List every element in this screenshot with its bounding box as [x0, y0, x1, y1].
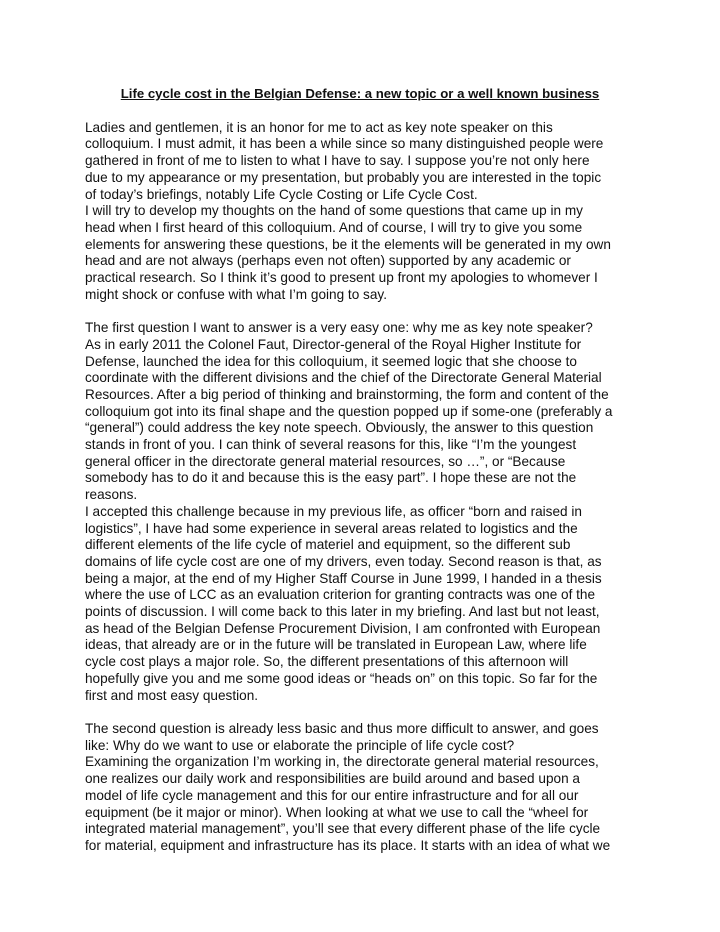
text-line: somebody has to do it and because this is the easy part”. I hope these are not the	[85, 470, 577, 486]
text-line: I accepted this challenge because in my previous life, as officer “born and raised in	[85, 503, 582, 519]
document-title: Life cycle cost in the Belgian Defense: a new topic or a well known business	[120, 86, 600, 101]
text-line: domains of life cycle cost are one of my drivers, even today. Second reason is that, as	[85, 553, 602, 569]
text-line: model of life cycle management and this for our entire infrastructure and for all our	[85, 787, 579, 803]
text-line: being a major, at the end of my Higher Staff Course in June 1999, I handed in a thesis	[85, 570, 602, 586]
text-line: like: Why do we want to use or elaborate the principle of life cycle cost?	[85, 737, 515, 753]
text-line: Defense, launched the idea for this colloquium, it seemed logic that she choose to	[85, 353, 577, 369]
text-line: The first question I want to answer is a very easy one: why me as key note speaker?	[85, 320, 593, 336]
text-line: coordinate with the different divisions and the chief of the Directorate General Material	[85, 370, 602, 386]
document-page	[85, 86, 635, 871]
text-line: due to my appearance or my presentation, but probably you are interested in the topic	[85, 169, 602, 185]
text-line: reasons.	[85, 487, 138, 503]
text-line: I will try to develop my thoughts on the hand of some questions that came up in my	[85, 203, 583, 219]
text-line: of today’s briefings, notably Life Cycle Costing or Life Cycle Cost.	[85, 186, 478, 202]
text-line: cycle cost plays a major role. So, the different presentations of this afternoon will	[85, 654, 569, 670]
text-line: first and most easy question.	[85, 687, 259, 703]
text-line: Resources. After a big period of thinking and brainstorming, the form and content of the	[85, 386, 609, 402]
text-line: different elements of the life cycle of materiel and equipment, so the different sub	[85, 537, 571, 553]
text-line: Ladies and gentlemen, it is an honor for me to act as key note speaker on this	[85, 119, 553, 135]
text-line: hopefully give you and me some good ideas or “heads on” on this topic. So far for the	[85, 670, 598, 686]
text-line: equipment (be it major or minor). When looking at what we use to call the “wheel for	[85, 804, 589, 820]
paragraph-first-question	[85, 320, 635, 704]
text-line: head when I first heard of this colloquium. And of course, I will try to give you some	[85, 219, 583, 235]
text-line: general officer in the directorate general material resources, so …”, or “Because	[85, 453, 566, 469]
text-line: Examining the organization I’m working in, the directorate general material resources,	[85, 754, 599, 770]
paragraph-introduction	[85, 120, 635, 304]
text-line: one realizes our daily work and responsibilities are build around and based upon a	[85, 771, 580, 787]
paragraph-second-question	[85, 721, 635, 855]
text-line: for material, equipment and infrastructure has its place. It starts with an idea of what we	[85, 837, 611, 853]
text-line: might shock or confuse with what I’m going to say.	[85, 286, 387, 302]
text-line: ideas, that already are or in the future will be translated in European Law, where life	[85, 637, 587, 653]
text-line: logistics”, I have had some experience in several areas related to logistics and the	[85, 520, 578, 536]
text-line: practical research. So I think it’s good to present up front my apologies to whomever I	[85, 270, 598, 286]
text-line: colloquium. I must admit, it has been a while since so many distinguished people were	[85, 136, 604, 152]
text-line: The second question is already less basic and thus more difficult to answer, and goes	[85, 720, 599, 736]
text-line: as head of the Belgian Defense Procurement Division, I am confronted with European	[85, 620, 601, 636]
text-line: “general”) could address the key note speech. Obviously, the answer to this question	[85, 420, 594, 436]
text-line: As in early 2011 the Colonel Faut, Director-general of the Royal Higher Institute for	[85, 336, 582, 352]
text-line: points of discussion. I will come back to this later in my briefing. And last but not least,	[85, 604, 600, 620]
text-line: gathered in front of me to listen to what I have to say. I suppose you’re not only here	[85, 153, 590, 169]
text-line: stands in front of you. I can think of several reasons for this, like “I’m the youngest	[85, 437, 577, 453]
text-line: where the use of LCC as an evaluation criterion for granting contracts was one of the	[85, 587, 596, 603]
text-line: head and are not always (perhaps even not often) supported by any academic or	[85, 253, 571, 269]
text-line: colloquium got into its final shape and the question popped up if some-one (preferably a	[85, 403, 613, 419]
text-line: elements for answering these questions, be it the elements will be generated in my own	[85, 236, 611, 252]
text-line: integrated material management”, you’ll see that every different phase of the life cycle	[85, 821, 601, 837]
